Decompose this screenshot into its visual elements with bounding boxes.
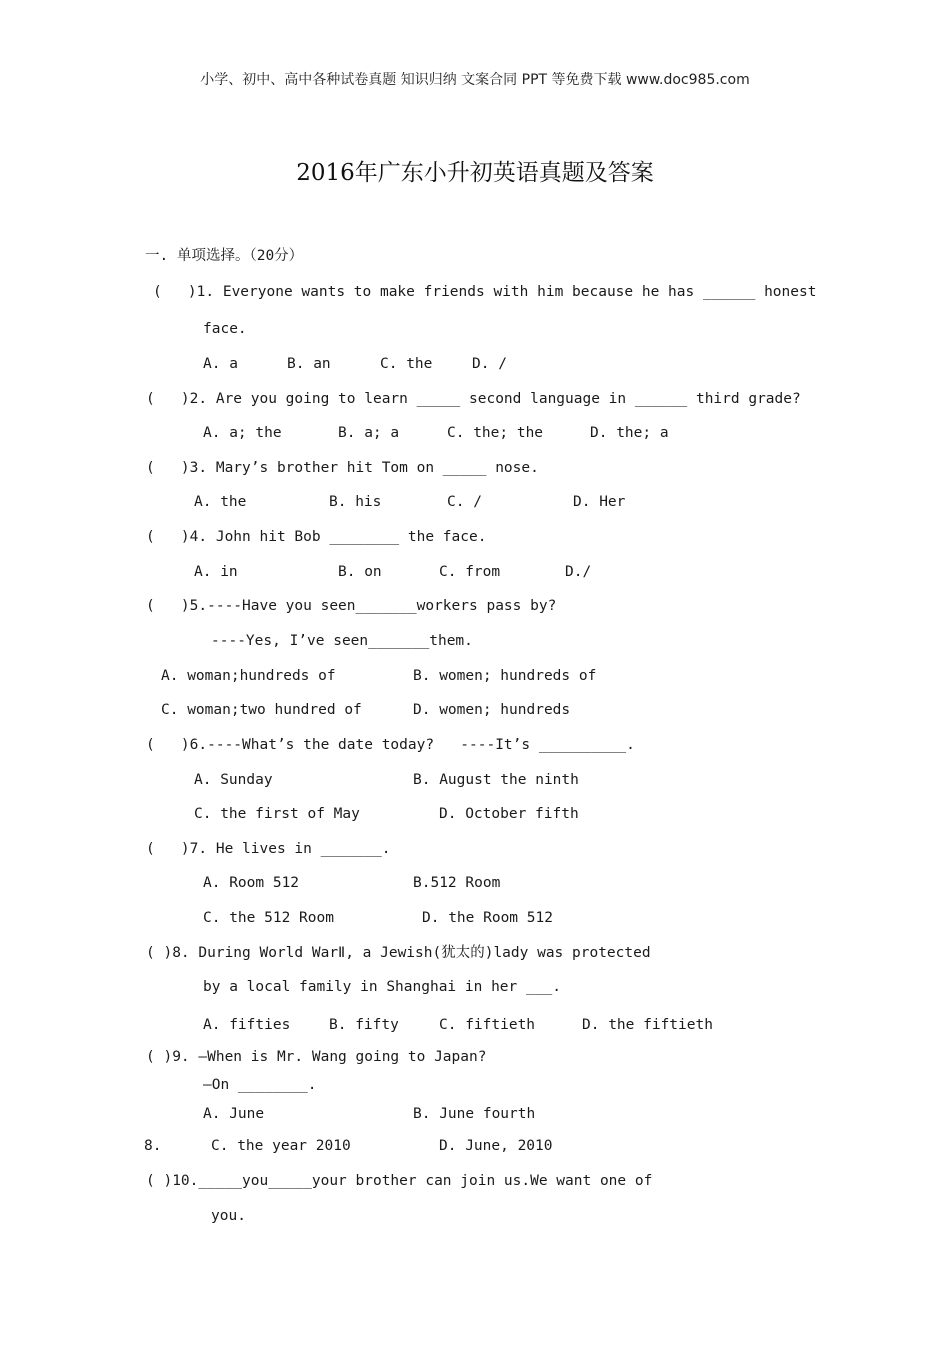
option-4a: A. in: [194, 564, 238, 580]
option-2a: A. a; the: [203, 425, 282, 441]
question-7: ( )7. He lives in _______.: [146, 841, 391, 857]
question-10: ( )10._____you_____your brother can join us.We want one of: [146, 1173, 653, 1189]
question-1-cont: face.: [203, 321, 247, 337]
option-6d: D. October fifth: [439, 806, 579, 822]
option-8c: C. fiftieth: [439, 1017, 536, 1033]
option-7c: C. the 512 Room: [203, 910, 334, 926]
option-2b: B. a; a: [338, 425, 400, 441]
option-5b: B. women; hundreds of: [413, 668, 597, 684]
option-8d: D. the fiftieth: [582, 1017, 713, 1033]
option-5d: D. women; hundreds: [413, 702, 571, 718]
question-5: ( )5.----Have you seen_______workers pass by?: [146, 598, 557, 614]
question-8: ( )8. During World WarⅡ, a Jewish(犹太的)lady was protected: [146, 945, 651, 961]
option-7b: B.512 Room: [413, 875, 501, 891]
option-6a: A. Sunday: [194, 772, 273, 788]
option-7a: A. Room 512: [203, 875, 300, 891]
option-3b: B. his: [329, 494, 382, 510]
option-2d: D. the; a: [590, 425, 669, 441]
option-6c: C. the first of May: [194, 806, 360, 822]
option-4d: D./: [565, 564, 592, 580]
option-1b: B. an: [287, 356, 331, 372]
question-2: ( )2. Are you going to learn _____ second language in ______ third grade?: [146, 391, 801, 407]
question-9: ( )9. —When is Mr. Wang going to Japan?: [146, 1049, 487, 1065]
question-5-cont: ----Yes, I’ve seen_______them.: [211, 633, 473, 649]
option-3c: C. /: [447, 494, 482, 510]
option-5a: A. woman;hundreds of: [161, 668, 336, 684]
section-heading: 一. 单项选择。（20分）: [145, 248, 304, 264]
question-3: ( )3. Mary’s brother hit Tom on _____ nose.: [146, 460, 539, 476]
option-5c: C. woman;two hundred of: [161, 702, 362, 718]
option-3a: A. the: [194, 494, 247, 510]
option-9d: D. June, 2010: [439, 1138, 553, 1154]
question-8-cont: by a local family in Shanghai in her ___.: [203, 979, 561, 995]
option-6b: B. August the ninth: [413, 772, 579, 788]
question-10-cont: you.: [211, 1208, 246, 1224]
question-6: ( )6.----What’s the date today? ----It’s __________.: [146, 737, 635, 753]
option-4b: B. on: [338, 564, 382, 580]
option-9c: C. the year 2010: [211, 1138, 351, 1154]
option-1d: D. /: [472, 356, 507, 372]
option-1a: A. a: [203, 356, 238, 372]
option-9b: B. June fourth: [413, 1106, 536, 1122]
option-8a: A. fifties: [203, 1017, 291, 1033]
question-9-cont: —On ________.: [203, 1077, 317, 1093]
question-1: ( )1. Everyone wants to make friends with him because he has ______ honest: [153, 284, 817, 300]
option-1c: C. the: [380, 356, 433, 372]
page-header: 小学、初中、高中各种试卷真题 知识归纳 文案合同 PPT 等免费下载 www.doc985.com: [200, 72, 750, 88]
page-title: 2016年广东小升初英语真题及答案: [296, 160, 654, 186]
option-3d: D. Her: [573, 494, 626, 510]
option-4c: C. from: [439, 564, 501, 580]
option-9a: A. June: [203, 1106, 265, 1122]
question-4: ( )4. John hit Bob ________ the face.: [146, 529, 487, 545]
option-7d: D. the Room 512: [422, 910, 553, 926]
stray-number: 8.: [144, 1138, 162, 1154]
option-8b: B. fifty: [329, 1017, 399, 1033]
option-2c: C. the; the: [447, 425, 544, 441]
